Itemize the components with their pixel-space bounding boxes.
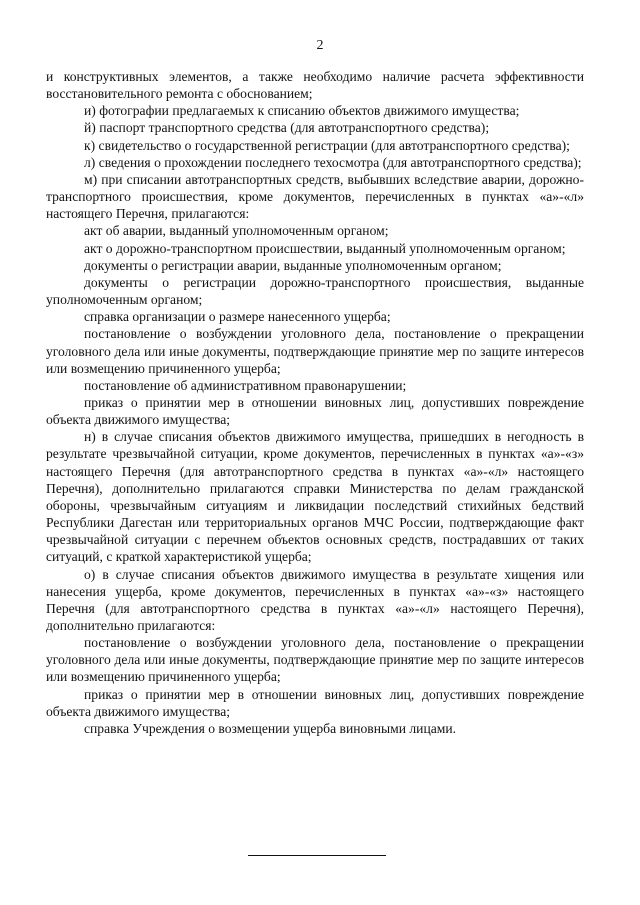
paragraph-item-k: к) свидетельство о государственной регистрации (для автотранспортного средства); — [84, 137, 570, 153]
paragraph-item-o: о) в случае списания объектов движимого имущества в результате хищения или нанесения ущерба, кроме документов, перечисленных в пунктах «а»-«з» настоящего Перечня (для автотранспортного средства в пунктах «а»-«л» настоящего Перечня), дополнительно прилагаются: — [46, 566, 584, 633]
paragraph-item-j: й) паспорт транспортного средства (для автотранспортного средства); — [84, 120, 490, 136]
paragraph-incident-registration: документы о регистрации дорожно-транспортного происшествия, выданные уполномоченным органом; — [46, 274, 584, 308]
paragraph-item-l: л) сведения о прохождении последнего техосмотра (для автотранспортного средства); — [84, 154, 582, 170]
paragraph-criminal-case-2: постановление о возбуждении уголовного дела, постановление о прекращении уголовного дела или иные документы, подтверждающие принятие мер по защите интересов или возмещению причиненного ущерба; — [46, 635, 584, 685]
page-number: 2 — [316, 38, 324, 53]
paragraph-compensation-certificate: справка Учреждения о возмещении ущерба виновными лицами. — [84, 720, 457, 736]
paragraph-administrative-offense: постановление об административном правонарушении; — [84, 377, 407, 393]
paragraph-order-on-measures-2: приказ о принятии мер в отношении виновных лиц, допустивших повреждение объекта движимого имущества; — [46, 686, 584, 719]
paragraph-criminal-case: постановление о возбуждении уголовного дела, постановление о прекращении уголовного дела или иные документы, подтверждающие принятие мер по защите интересов или возмещению причиненного ущерба; — [46, 326, 584, 376]
paragraph-traffic-incident-act: акт о дорожно-транспортном происшествии, выданный уполномоченным органом; — [84, 240, 566, 256]
footer-divider — [248, 855, 386, 856]
paragraph-accident-registration: документы о регистрации аварии, выданные уполномоченным органом; — [84, 257, 502, 273]
paragraph-accident-act: акт об аварии, выданный уполномоченным органом; — [84, 223, 389, 239]
paragraph-item-i: и) фотографии предлагаемых к списанию объектов движимого имущества; — [84, 103, 520, 119]
paragraph-order-on-measures: приказ о принятии мер в отношении виновных лиц, допустивших повреждение объекта движимого имущества; — [46, 394, 584, 428]
paragraph-item-m: м) при списании автотранспортных средств, выбывших вследствие аварии, дорожно-транспортного происшествия, кроме документов, перечисленных в пунктах «а»-«л» настоящего Перечня, прилагаются: — [46, 171, 584, 222]
document-body — [46, 68, 584, 737]
paragraph-item-n: н) в случае списания объектов движимого имущества, пришедших в негодность в результате чрезвычайной ситуации, кроме документов, перечисленных в пунктах «а»-«з» настоящего Перечня (для автотранспортного средства в пунктах «а»-«л» настоящего Перечня), дополнительно прилагаются справки Министерства по делам гражданской обороны, чрезвычайным ситуациям и ликвидации последствий стихийных бедствий Республики Дагестан или территориальных органов МЧС России, подтверждающие факт чрезвычайной ситуации с перечнем объектов основных средств, пострадавших от таких ситуаций, с краткой характеристикой ущерба; — [46, 429, 584, 565]
paragraph-continuation: и конструктивных элементов, а также необходимо наличие расчета эффективности восстановительного ремонта с обоснованием; — [46, 69, 584, 102]
paragraph-damage-certificate: справка организации о размере нанесенного ущерба; — [84, 309, 391, 325]
